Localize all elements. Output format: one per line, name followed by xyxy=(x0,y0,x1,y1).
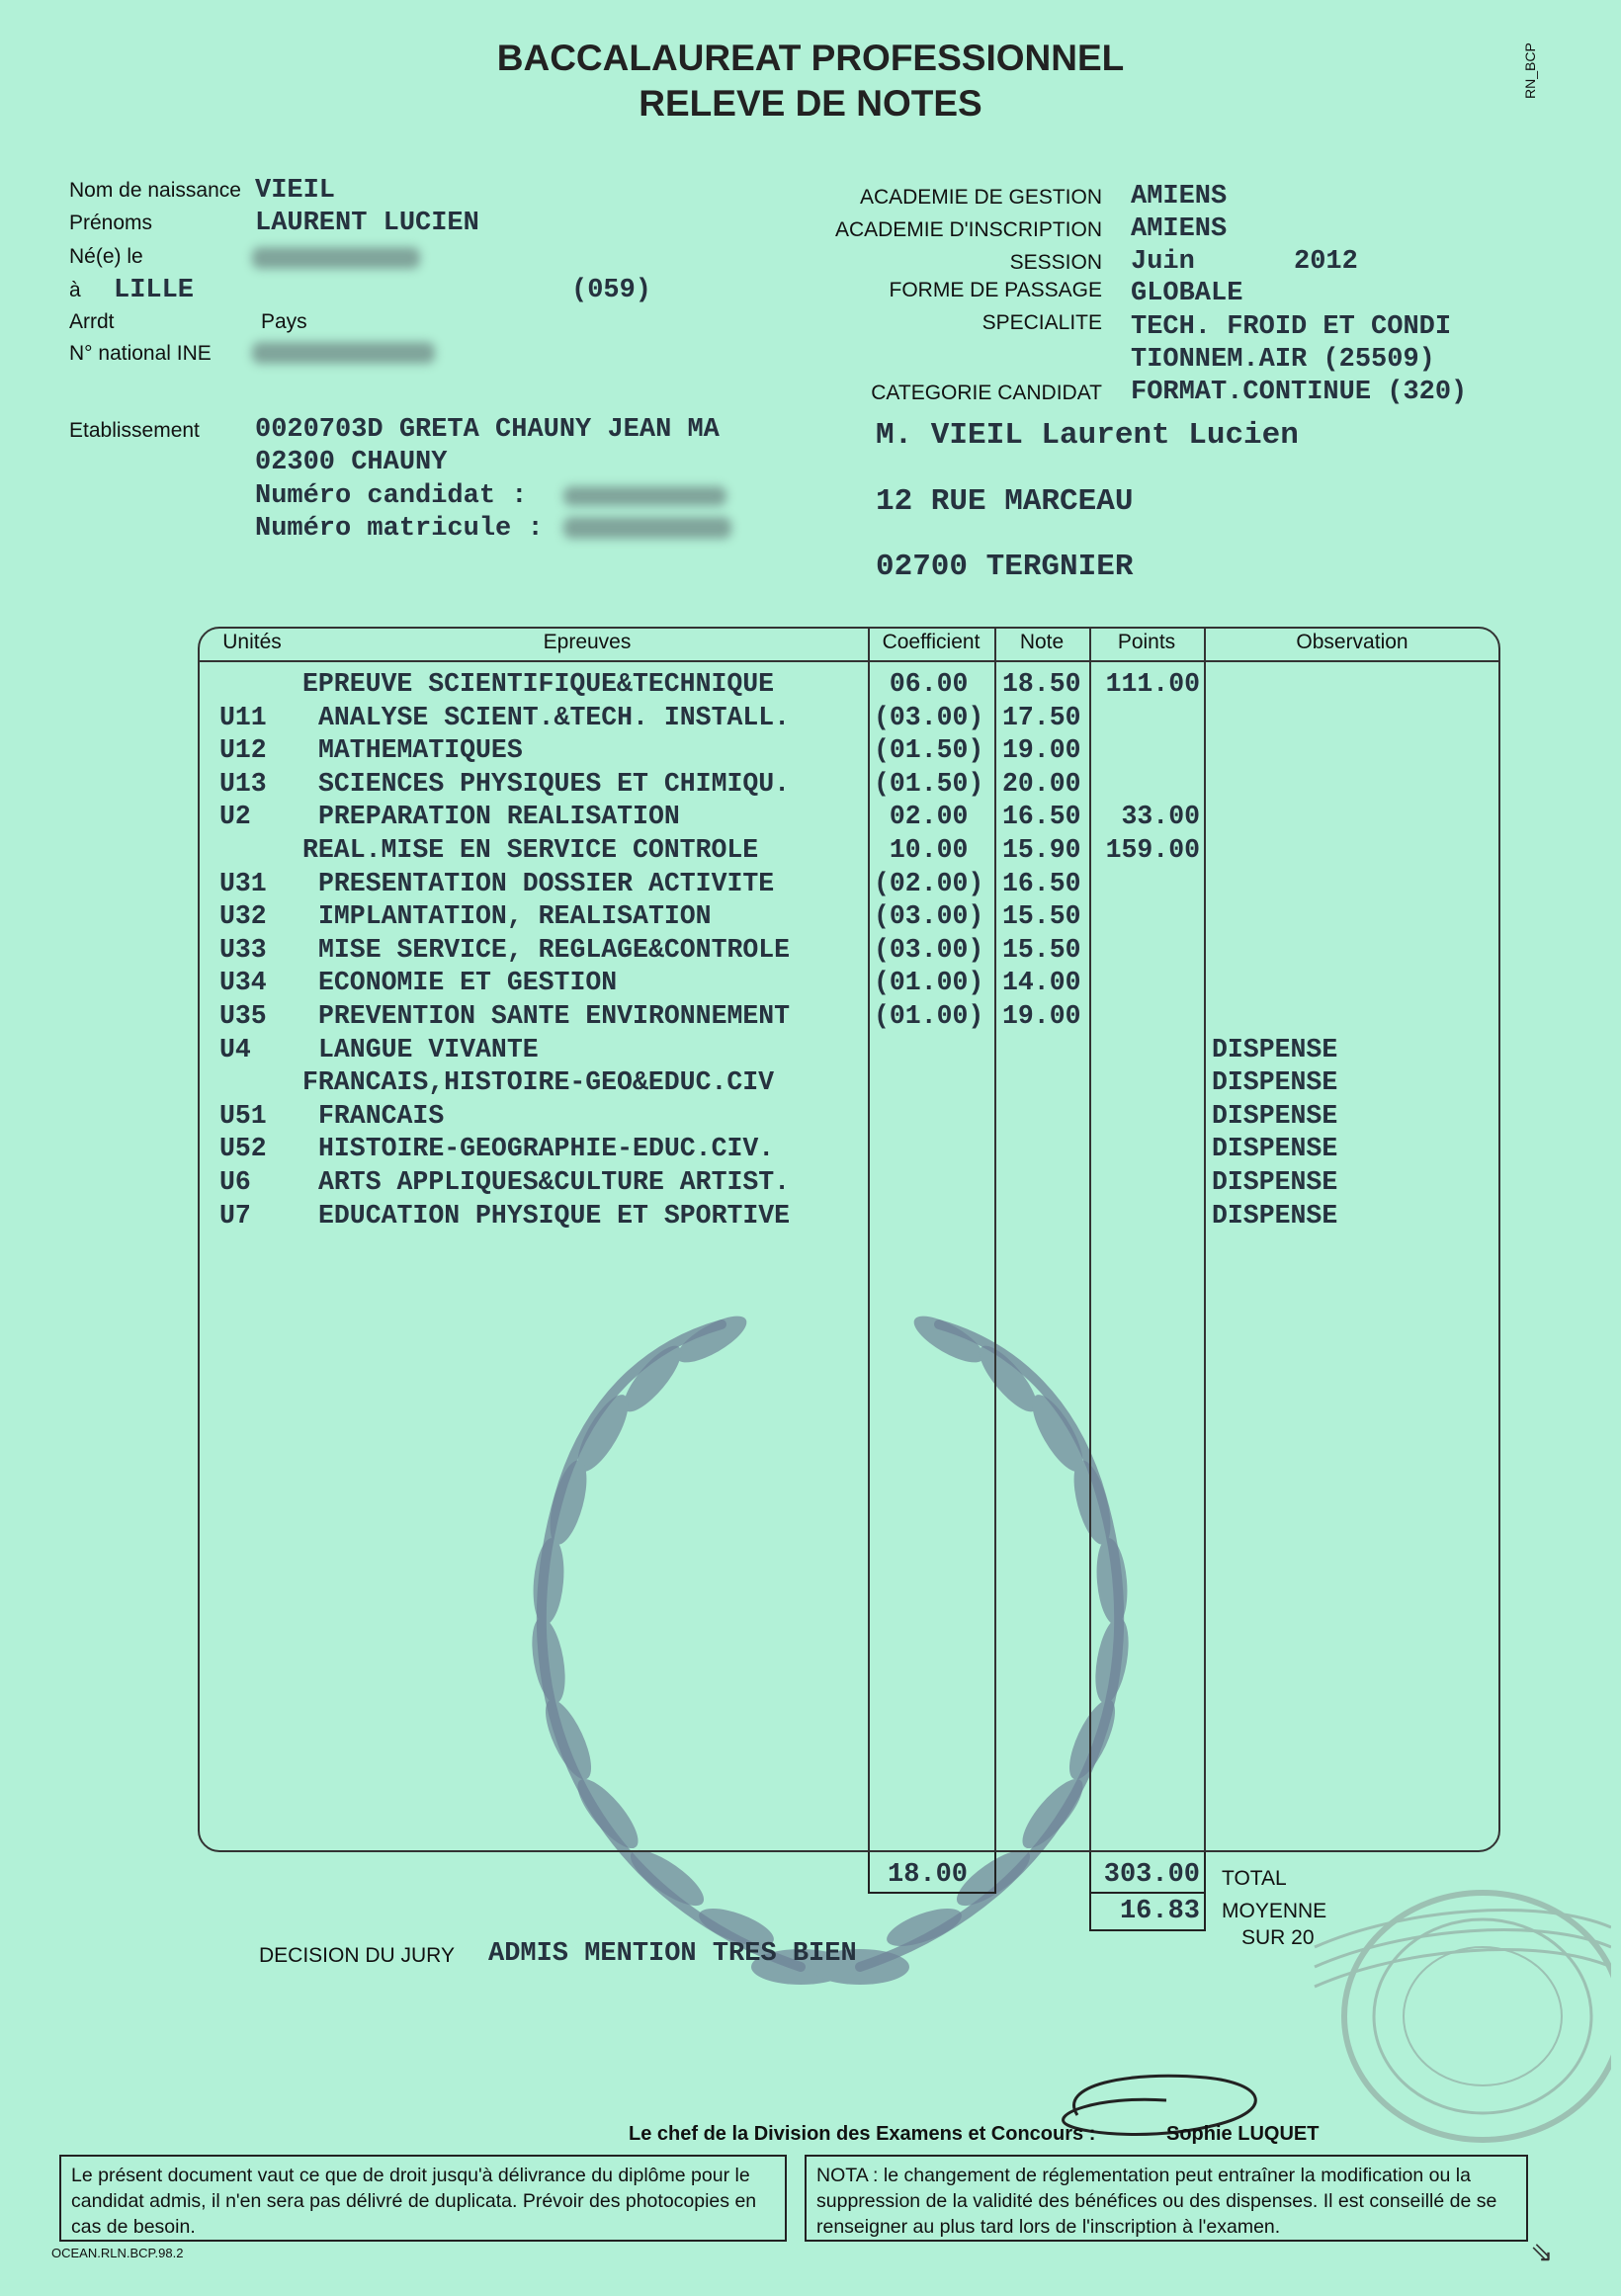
document-subtitle: RELEVE DE NOTES xyxy=(639,83,982,124)
cell-note: 15.90 xyxy=(1002,835,1081,865)
col-divider-obs xyxy=(1204,627,1206,1931)
arrdt-label: Arrdt xyxy=(69,310,115,333)
header-epreuves: Epreuves xyxy=(543,631,632,653)
birthplace-value: LILLE xyxy=(114,276,195,305)
footer-note-right: NOTA : le changement de réglementation peut entraîner la modification ou la suppression de la validité des bénéfices ou des dispenses. Il est conseillé de se renseigner au plus tard lors de l'inscription à l'examen. xyxy=(805,2155,1528,2242)
nom-label: Nom de naissance xyxy=(69,179,241,202)
moyenne-label: MOYENNE xyxy=(1222,1900,1327,1922)
decision-label: DECISION DU JURY xyxy=(259,1944,455,1967)
cell-observation: DISPENSE xyxy=(1212,1035,1338,1064)
cell-points: 33.00 xyxy=(1105,802,1200,831)
cell-epreuve: LANGUE VIVANTE xyxy=(318,1035,539,1064)
cell-unite: U6 xyxy=(219,1167,251,1197)
signature-label: Le chef de la Division des Examens et Concours : xyxy=(629,2123,1096,2145)
cell-epreuve: PREVENTION SANTE ENVIRONNEMENT xyxy=(318,1001,791,1031)
numero-candidat-label: Numéro candidat : xyxy=(255,481,528,511)
prenoms-label: Prénoms xyxy=(69,212,153,234)
prenoms-value: LAURENT LUCIEN xyxy=(255,209,479,238)
cell-unite: U2 xyxy=(219,802,251,831)
cell-points: 159.00 xyxy=(1105,835,1200,865)
redacted-birth-date xyxy=(252,247,420,269)
cell-coef: (01.00) xyxy=(874,968,984,997)
specialite-line1: TECH. FROID ET CONDI xyxy=(1131,312,1452,342)
cell-unite: U34 xyxy=(219,968,267,997)
forme-label: FORME DE PASSAGE xyxy=(889,279,1102,301)
col-divider-coef xyxy=(868,627,870,1894)
corner-arrow-icon: ⇘ xyxy=(1530,2237,1554,2267)
cell-epreuve: MATHEMATIQUES xyxy=(318,735,523,765)
cell-note: 15.50 xyxy=(1002,935,1081,965)
cell-coef: (01.50) xyxy=(874,735,984,765)
cell-note: 17.50 xyxy=(1002,703,1081,732)
cell-unite: U11 xyxy=(219,703,267,732)
cell-epreuve: PRESENTATION DOSSIER ACTIVITE xyxy=(318,869,775,898)
cell-note: 14.00 xyxy=(1002,968,1081,997)
cell-note: 16.50 xyxy=(1002,802,1081,831)
pays-label: Pays xyxy=(261,310,307,333)
cell-coef: (03.00) xyxy=(874,935,984,965)
table-header-divider xyxy=(198,660,1500,662)
cell-epreuve: SCIENCES PHYSIQUES ET CHIMIQU. xyxy=(318,769,791,799)
cell-epreuve: EDUCATION PHYSIQUE ET SPORTIVE xyxy=(318,1201,791,1231)
total-label: TOTAL xyxy=(1222,1867,1287,1890)
categorie-label: CATEGORIE CANDIDAT xyxy=(871,382,1102,404)
cell-unite: U33 xyxy=(219,935,267,965)
cell-coef: 02.00 xyxy=(874,802,969,831)
cell-epreuve: FRANCAIS,HISTOIRE-GEO&EDUC.CIV xyxy=(302,1067,775,1097)
cell-epreuve: REAL.MISE EN SERVICE CONTROLE xyxy=(302,835,759,865)
cell-observation: DISPENSE xyxy=(1212,1134,1338,1163)
cell-observation: DISPENSE xyxy=(1212,1201,1338,1231)
cell-coef: (03.00) xyxy=(874,703,984,732)
ine-label: N° national INE xyxy=(69,342,212,365)
birth-date-label: Né(e) le xyxy=(69,245,143,268)
cell-observation: DISPENSE xyxy=(1212,1101,1338,1131)
header-coefficient: Coefficient xyxy=(882,631,981,653)
etablissement-label: Etablissement xyxy=(69,419,200,442)
cell-observation: DISPENSE xyxy=(1212,1167,1338,1197)
cell-epreuve: EPREUVE SCIENTIFIQUE&TECHNIQUE xyxy=(302,669,775,699)
cell-coef: 10.00 xyxy=(874,835,969,865)
cell-epreuve: HISTOIRE-GEOGRAPHIE-EDUC.CIV. xyxy=(318,1134,775,1163)
birthplace-label: à xyxy=(69,279,81,301)
cell-note: 19.00 xyxy=(1002,1001,1081,1031)
header-observation: Observation xyxy=(1296,631,1408,653)
redacted-candidate-number xyxy=(563,486,726,506)
moyenne-value: 16.83 xyxy=(1119,1897,1200,1926)
cell-epreuve: ARTS APPLIQUES&CULTURE ARTIST. xyxy=(318,1167,791,1197)
cell-note: 20.00 xyxy=(1002,769,1081,799)
cell-coef: (03.00) xyxy=(874,901,984,931)
cell-unite: U7 xyxy=(219,1201,251,1231)
cell-epreuve: PREPARATION REALISATION xyxy=(318,802,680,831)
etablissement-line2: 02300 CHAUNY xyxy=(255,448,448,477)
footer-note-left: Le présent document vaut ce que de droit jusqu'à délivrance du diplôme pour le candidat admis, il n'en sera pas délivré de duplicata. Prévoir des photocopies en cas de besoin. xyxy=(59,2155,787,2242)
cell-epreuve: IMPLANTATION, REALISATION xyxy=(318,901,712,931)
academie-inscription-label: ACADEMIE D'INSCRIPTION xyxy=(834,218,1102,241)
cell-note: 16.50 xyxy=(1002,869,1081,898)
cell-note: 15.50 xyxy=(1002,901,1081,931)
cell-observation: DISPENSE xyxy=(1212,1067,1338,1097)
specialite-label: SPECIALITE xyxy=(981,311,1102,334)
cell-epreuve: MISE SERVICE, REGLAGE&CONTROLE xyxy=(318,935,791,965)
nom-value: VIEIL xyxy=(255,176,336,206)
document-title: BACCALAUREAT PROFESSIONNEL xyxy=(496,38,1125,78)
decision-value: ADMIS MENTION TRES BIEN xyxy=(488,1939,857,1969)
cell-coef: (01.50) xyxy=(874,769,984,799)
specialite-line2: TIONNEM.AIR (25509) xyxy=(1131,345,1435,375)
numero-matricule-label: Numéro matricule : xyxy=(255,514,544,544)
cell-coef: 06.00 xyxy=(874,669,969,699)
cell-note: 18.50 xyxy=(1002,669,1081,699)
cell-epreuve: FRANCAIS xyxy=(318,1101,445,1131)
cell-unite: U32 xyxy=(219,901,267,931)
forme-value: GLOBALE xyxy=(1131,279,1243,308)
academie-gestion-value: AMIENS xyxy=(1131,182,1228,212)
header-note: Note xyxy=(1019,631,1065,653)
header-points: Points xyxy=(1117,631,1176,653)
col-divider-note xyxy=(994,627,996,1894)
cell-unite: U51 xyxy=(219,1101,267,1131)
sur-20-label: SUR 20 xyxy=(1241,1926,1315,1949)
session-year: 2012 xyxy=(1294,247,1358,277)
redacted-ine xyxy=(252,342,435,364)
cell-epreuve: ANALYSE SCIENT.&TECH. INSTALL. xyxy=(318,703,791,732)
official-stamp xyxy=(1285,1858,1611,2155)
session-month: Juin xyxy=(1131,247,1195,277)
address-name: M. VIEIL Laurent Lucien xyxy=(876,418,1299,453)
points-total-value: 303.00 xyxy=(1103,1860,1200,1890)
cell-unite: U35 xyxy=(219,1001,267,1031)
etablissement-line1: 0020703D GRETA CHAUNY JEAN MA xyxy=(255,415,720,445)
form-side-code: RN_BCP xyxy=(1522,43,1538,99)
header-unites: Unités xyxy=(222,631,282,653)
points-total-divider xyxy=(1089,1892,1206,1894)
categorie-value: FORMAT.CONTINUE (320) xyxy=(1131,378,1468,407)
department-value: (059) xyxy=(571,276,652,305)
academie-gestion-label: ACADEMIE DE GESTION xyxy=(859,186,1102,209)
coef-total-value: 18.00 xyxy=(888,1860,969,1890)
cell-coef: (02.00) xyxy=(874,869,984,898)
cell-note: 19.00 xyxy=(1002,735,1081,765)
form-code: OCEAN.RLN.BCP.98.2 xyxy=(51,2246,184,2260)
cell-unite: U12 xyxy=(219,735,267,765)
cell-unite: U4 xyxy=(219,1035,251,1064)
cell-unite: U13 xyxy=(219,769,267,799)
cell-coef: (01.00) xyxy=(874,1001,984,1031)
cell-unite: U52 xyxy=(219,1134,267,1163)
address-city: 02700 TERGNIER xyxy=(876,550,1134,584)
session-label: SESSION xyxy=(1009,251,1102,274)
address-street: 12 RUE MARCEAU xyxy=(876,484,1134,519)
cell-epreuve: ECONOMIE ET GESTION xyxy=(318,968,618,997)
redacted-registration-number xyxy=(563,517,731,539)
academie-inscription-value: AMIENS xyxy=(1131,214,1228,244)
cell-points: 111.00 xyxy=(1105,669,1200,699)
signature-name: Sophie LUQUET xyxy=(1166,2123,1320,2145)
cell-unite: U31 xyxy=(219,869,267,898)
